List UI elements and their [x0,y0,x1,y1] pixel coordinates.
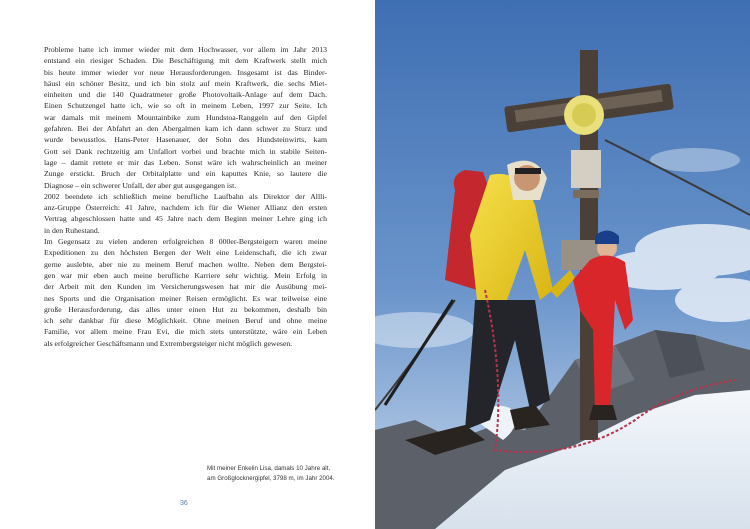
text-line: Expeditionen zu den höchsten Bergen der Welt eine Leidenschaft, die ich zwar [44,248,327,258]
text-line: große Herausforderung, das alles unter einen Hut zu bekommen, deshalb bin [44,304,327,314]
text-line: lage – damit rettete er mir das Leben. Sonst wäre ich wahrscheinlich an meiner [44,157,327,167]
photo-caption [207,464,367,483]
page-number: 36 [180,500,188,507]
text-line: bis heute immer wieder vor neue Herausforderungen. Insgesamt ist das Binder- [44,67,327,77]
text-line: einheiten und die 140 Quadratmeter große Photovoltaik-Anlage auf dem Dach. [44,90,327,100]
text-line: war damals mit meinem Mountainbike zum Hundstoa-Ranggeln auf den Gipfel [44,112,327,122]
text-line: ich sehr dankbar für diese Möglichkeit. Ohne meinen Beruf und ohne meine [44,316,327,326]
caption-line: am Großglocknergipfel, 3798 m, im Jahr 2004. [207,474,335,482]
text-line: wurde bewusstlos. Hans-Peter Hasenauer, der Sohn des Hundsteinwirts, kam [44,135,327,145]
text-line: in den Ruhestand. [44,225,100,235]
text-line: Gott sei Dank rechtzeitig am Unfallort vorbei und brachte mich in stabile Seiten- [44,146,327,156]
paragraph [44,44,327,191]
text-line: gen war mir eben auch meine berufliche Karriere sehr wichtig. Mein Erfolg in [44,270,327,280]
text-line: gerne auslebte, aber nie zu meinem Beruf machen wollte. Neben dem Bergstei- [44,259,327,269]
text-line: gefahren. Bei der Abfahrt an den Abergalmen kam ich dann schwer zu Sturz und [44,124,327,134]
summit-cross-photo [375,0,750,529]
caption-line: Mit meiner Enkelin Lisa, damals 10 Jahre alt, [207,465,331,472]
paragraph [44,191,327,236]
text-line: als erfolgreicher Geschäftsmann und Extrembergsteiger nicht möglich gewesen. [44,338,293,348]
text-line: Diagnose – ein schwerer Unfall, der aber gut ausgegangen ist. [44,180,237,190]
text-line: anz-Gruppe Österreich: 41 Jahre, nachdem ich für die Wiener Allianz den ersten [44,203,327,213]
paragraph [44,236,327,349]
text-line: der Arbeit mit den Kunden im Versicherungswesen hat mir die Ausübung mei- [44,282,327,292]
text-line: entstand ein riesiger Schaden. Die Beschäftigung mit dem Kraftwerk stellt mich [44,56,327,66]
body-text [44,44,327,349]
text-line: Im Gegensatz zu vielen anderen erfolgreichen 8 000er-Bergsteigern waren meine [44,237,327,247]
text-line: 2002 beendete ich schließlich meine berufliche Laufbahn als Direktor der Allli- [44,191,327,201]
text-line: nes Sports und die Organisation meiner Reisen ermöglicht. Es war teilweise eine [44,293,327,303]
photo-illustration [375,0,750,529]
text-line: häusl ein schöner Besitz, und ich bin stolz auf mein Kraftwerk, die sechs Miet- [44,78,327,88]
text-line: Familie, vor allem meine Frau Evi, die mich stets unterstützte, wäre ein Leben [44,327,327,337]
text-line: Zunge erstickt. Bruch der Orbitalplatte und ein kaputtes Knie, so lautere die [44,169,327,179]
text-line: Probleme hatte ich immer wieder mit dem Hochwasser, vor allem im Jahr 2013 [44,45,327,54]
text-line: Einen Schutzengel hatte ich, wie so oft in meinem Leben, 1997 zur Seite. Ich [44,101,327,111]
text-line: Vertrag abgeschlossen hatte und 45 Jahre nach dem Beginn meiner Lehre ging ich [44,214,327,224]
